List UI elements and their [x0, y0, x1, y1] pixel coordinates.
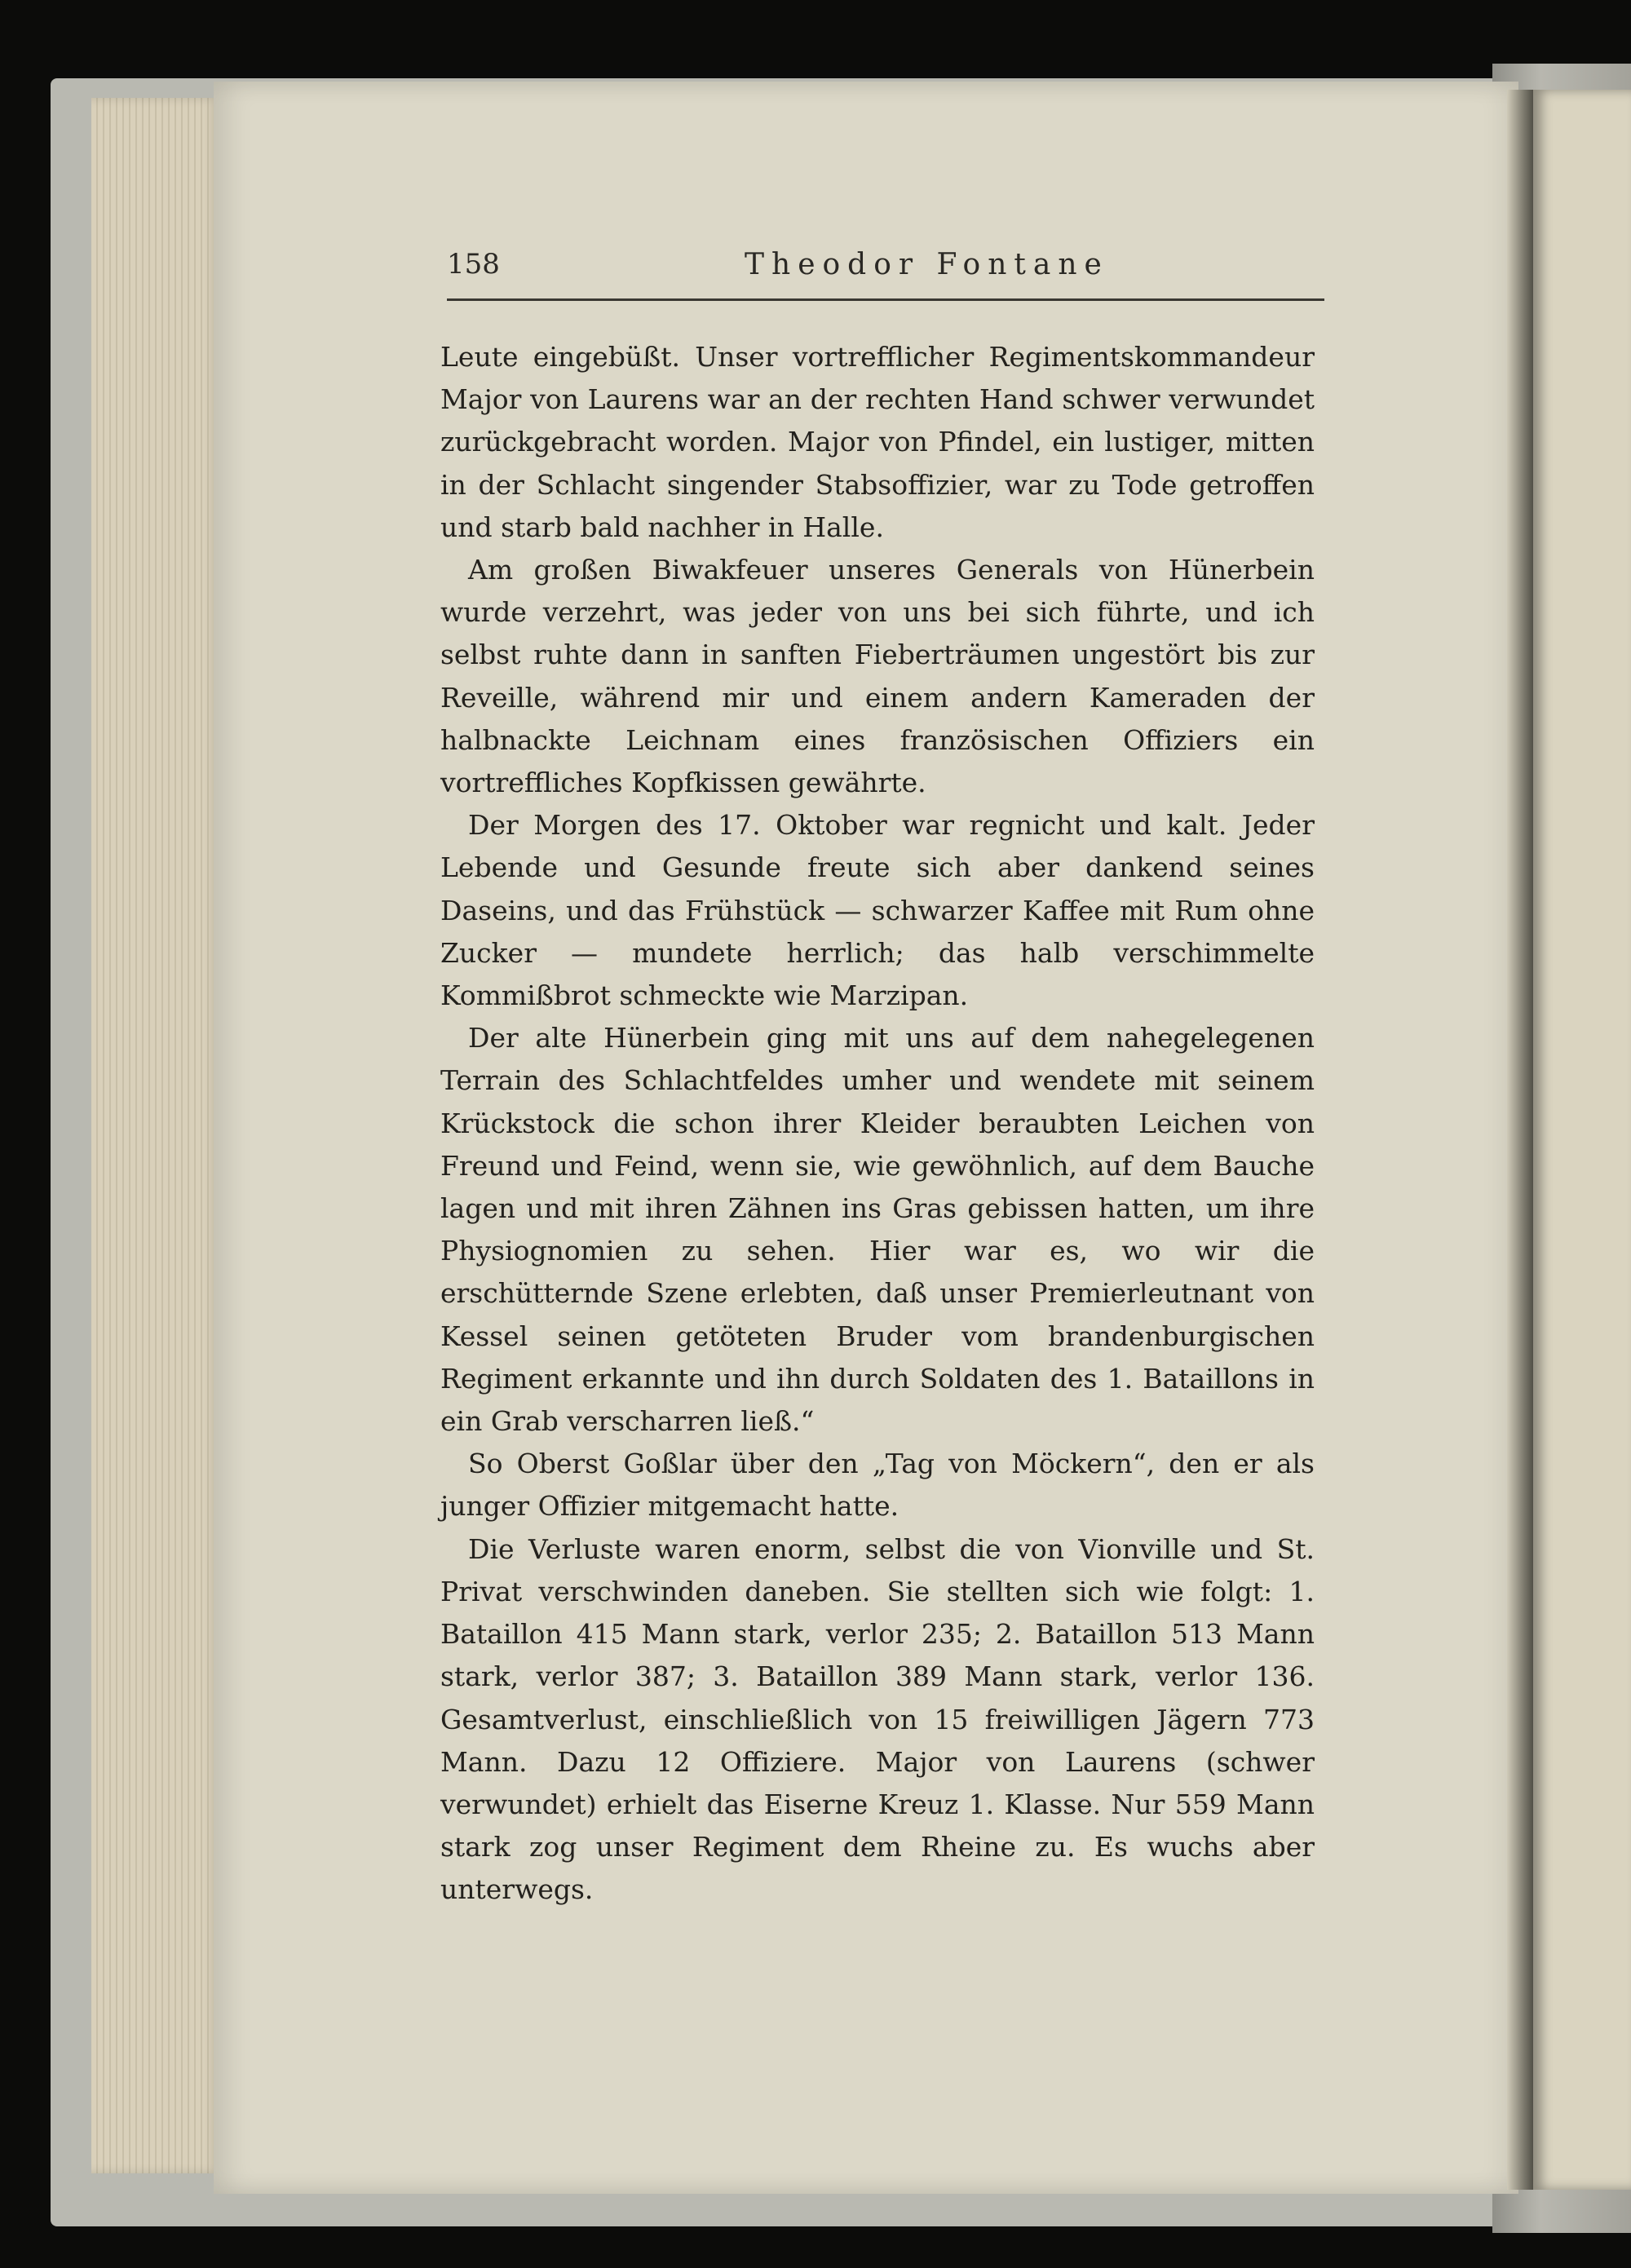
page-edges: [91, 98, 222, 2173]
paragraph: Der Morgen des 17. Oktober war regnicht und kalt. Jeder Lebende und Gesunde freute sich aber dankend seines Daseins, und das Frühstück — schwarzer Kaffee mit Rum ohne Zucker — mundete herrlich; das halb verschimmelte Kommißbrot schmeckte wie Marzipan.: [440, 809, 1315, 1012]
header-rule: [447, 298, 1324, 301]
paragraph: Am großen Biwakfeuer unseres Generals von Hünerbein wurde verzehrt, was jeder von uns bei sich führte, und ich selbst ruhte dann in sanften Fieberträumen ungestört bis zur Reveille, während mir und einem andern Kameraden der halbnackte Leichnam eines französischen Offiziers ein vortreffliches Kopfkissen gewährte.: [440, 554, 1315, 799]
page-header: [447, 243, 1324, 292]
paragraph: Die Verluste waren enorm, selbst die von Vionville und St. Privat verschwinden daneben. Sie stellten sich wie folgt: 1. Bataillon 415 Mann stark, verlor 235; 2. Bataillon 513 Mann stark, verlor 387; 3. Bataillon 389 Mann stark, verlor 136. Gesamtverlust, einschließlich von 15 freiwilligen Jägern 773 Mann. Dazu 12 Offiziere. Major von Laurens (schwer verwundet) erhielt das Eiserne Kreuz 1. Klasse. Nur 559 Mann stark zog unser Regiment dem Rheine zu. Es wuchs aber unterwegs.: [440, 1532, 1315, 1906]
facing-page-edge: [1533, 90, 1631, 2190]
body-text: [440, 336, 1315, 1912]
book-gutter: [1507, 90, 1535, 2190]
paragraph: So Oberst Goßlar über den „Tag von Möckern“, den er als junger Offizier mitgemacht hatte.: [440, 1448, 1315, 1523]
page-number: 158: [447, 248, 500, 281]
running-title: Theodor Fontane: [745, 248, 1109, 281]
paragraph: Leute eingebüßt. Unser vortrefflicher Regimentskommandeur Major von Laurens war an der rechten Hand schwer verwundet zurückgebracht worden. Major von Pfindel, ein lustiger, mitten in der Schlacht singender Stabsoffizier, war zu Tode getroffen und starb bald nachher in Halle.: [440, 341, 1315, 543]
paragraph: Der alte Hünerbein ging mit uns auf dem nahegelegenen Terrain des Schlachtfeldes umher und wendete mit seinem Krückstock die schon ihrer Kleider beraubten Leichen von Freund und Feind, wenn sie, wie gewöhnlich, auf dem Bauche lagen und mit ihren Zähnen ins Gras gebissen hatten, um ihre Physiognomien zu sehen. Hier war es, wo wir die erschütternde Szene erlebten, daß unser Premierleutnant von Kessel seinen getöteten Bruder vom brandenburgischen Regiment erkannte und ihn durch Soldaten des 1. Bataillons in ein Grab verscharren ließ.“: [440, 1022, 1315, 1438]
